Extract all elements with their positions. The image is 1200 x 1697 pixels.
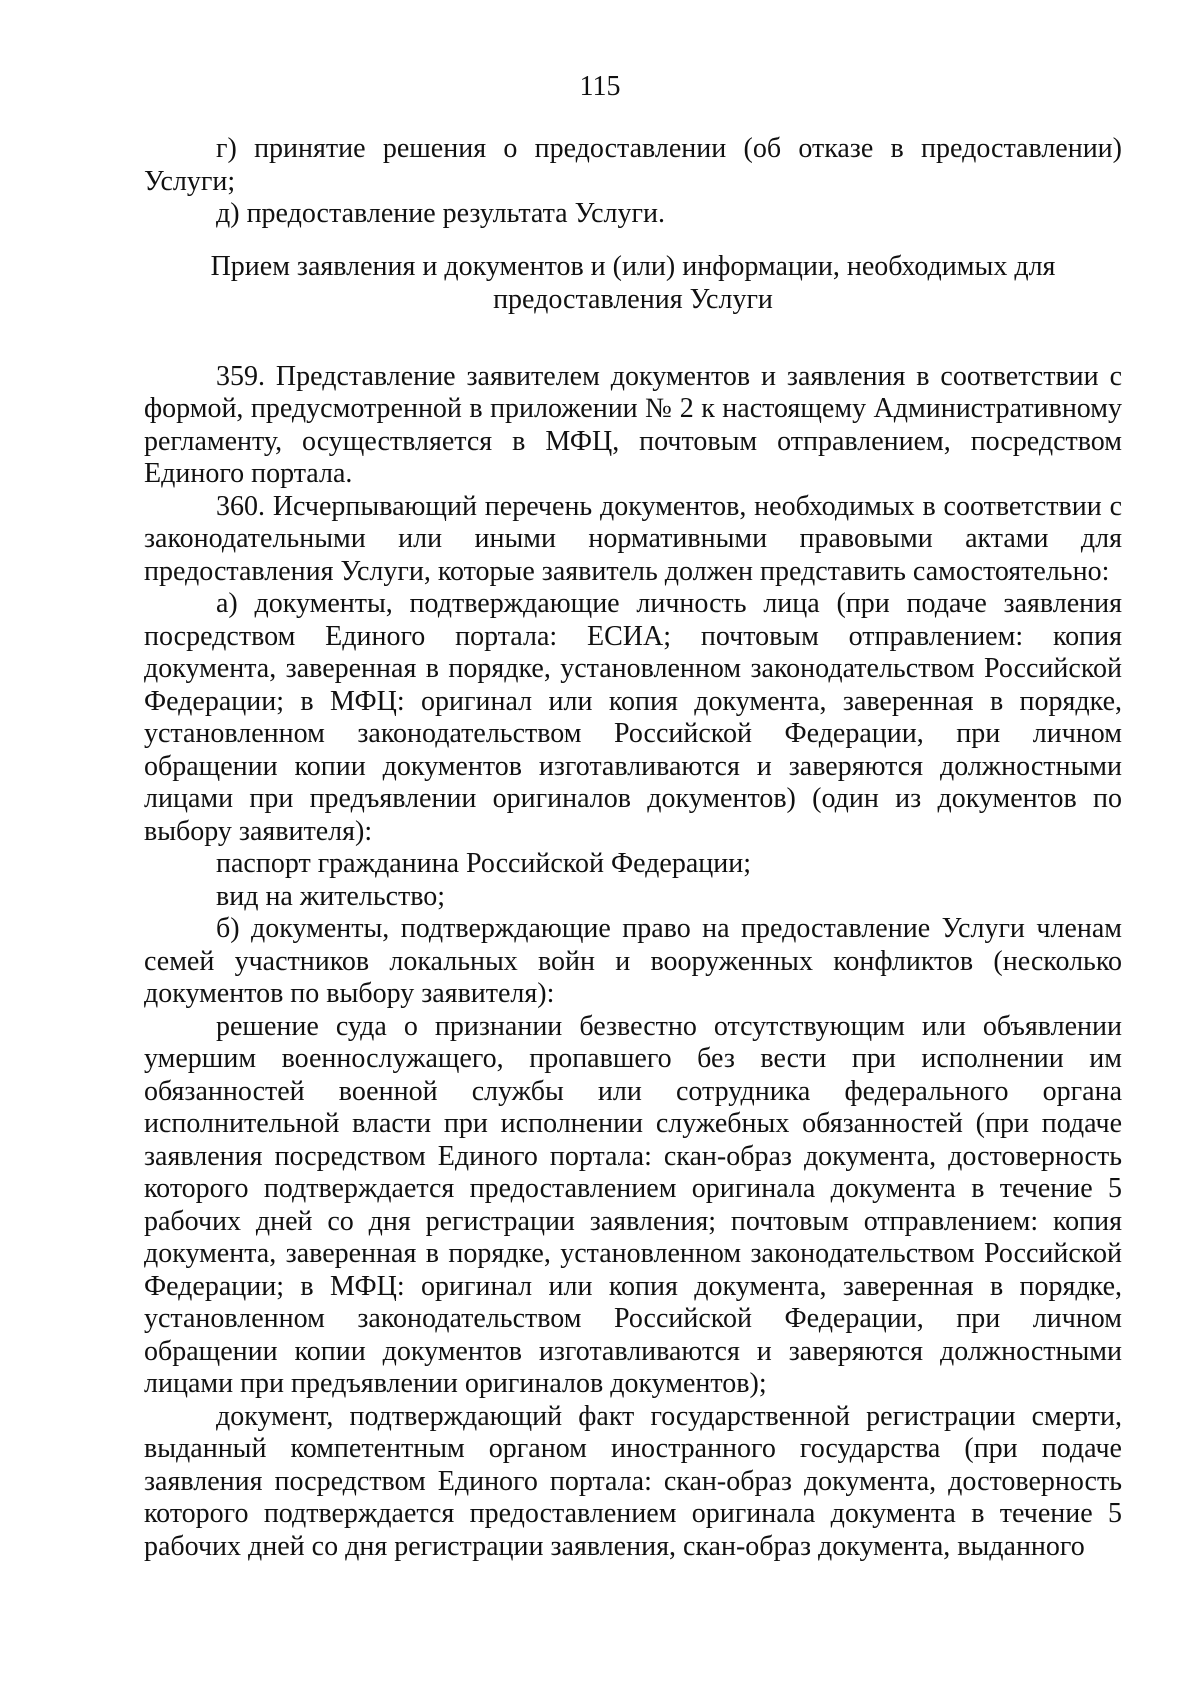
paragraph-360: 360. Исчерпывающий перечень документов, необходимых в соответствии с законодательными или иными нормативными правовыми актами для предоставления Услуги, которые заявитель должен представить самостоятельно:: [144, 490, 1122, 587]
paragraph-item-b: б) документы, подтверждающие право на предоставление Услуги членам семей участников локальных войн и вооруженных конфликтов (несколько документов по выбору заявителя):: [144, 913, 1122, 1009]
section-heading-line-1: Прием заявления и документов и (или) информации, необходимых для: [210, 250, 1056, 282]
paragraph-court-decision: решение суда о признании безвестно отсутствующим или объявлении умершим военнослужащего, пропавшего без вести при исполнении им обязанностей военной службы или сотрудника федерального органа исполнительной власти при исполнении служебных обязанностей (при подаче заявления посредством Единого портала: скан-образ документа, достоверность которого подтверждается предоставлением оригинала документа в течение 5 рабочих дней со дня регистрации заявления; почтовым отправлением: копия документа, заверенная в порядке, установленном законодательством Российской Федерации; в МФЦ: оригинал или копия документа, заверенная в порядке, установленном законодательством Российской Федерации, при личном обращении копии документов изготавливаются и заверяются должностными лицами при предъявлении оригиналов документов);: [144, 1010, 1122, 1399]
section-heading-line-2: предоставления Услуги: [493, 283, 773, 315]
paragraph-item-a: а) документы, подтверждающие личность лица (при подаче заявления посредством Единого портала: ЕСИА; почтовым отправлением: копия документа, заверенная в порядке, установленном законодательством Российской Федерации; в МФЦ: оригинал или копия документа, заверенная в порядке, установленном законодательством Российской Федерации, при личном обращении копии документов изготавливаются и заверяются должностными лицами при предъявлении оригиналов документов) (один из документов по выбору заявителя):: [144, 588, 1122, 847]
paragraph-359: 359. Представление заявителем документов и заявления в соответствии с формой, предусмотренной в приложении № 2 к настоящему Административному регламенту, осуществляется в МФЦ, почтовым отправлением, посредством Единого портала.: [144, 360, 1122, 489]
paragraph-passport: паспорт гражданина Российской Федерации;: [216, 848, 752, 879]
paragraph-death-registration: документ, подтверждающий факт государственной регистрации смерти, выданный компетентным органом иностранного государства (при подаче заявления посредством Единого портала: скан-образ документа, достоверность которого подтверждается предоставлением оригинала документа в течение 5 рабочих дней со дня регистрации заявления, скан-образ документа, выданного: [144, 1400, 1122, 1562]
intro-item-g: г) принятие решения о предоставлении (об отказе в предоставлении) Услуги;: [144, 133, 1122, 197]
section-heading: [144, 250, 1122, 316]
intro-item-d: д) предоставление результата Услуги.: [216, 198, 665, 229]
page-number: 115: [579, 71, 621, 102]
document-body: [144, 133, 1122, 1563]
paragraph-residence-permit: вид на жительство;: [216, 880, 446, 912]
